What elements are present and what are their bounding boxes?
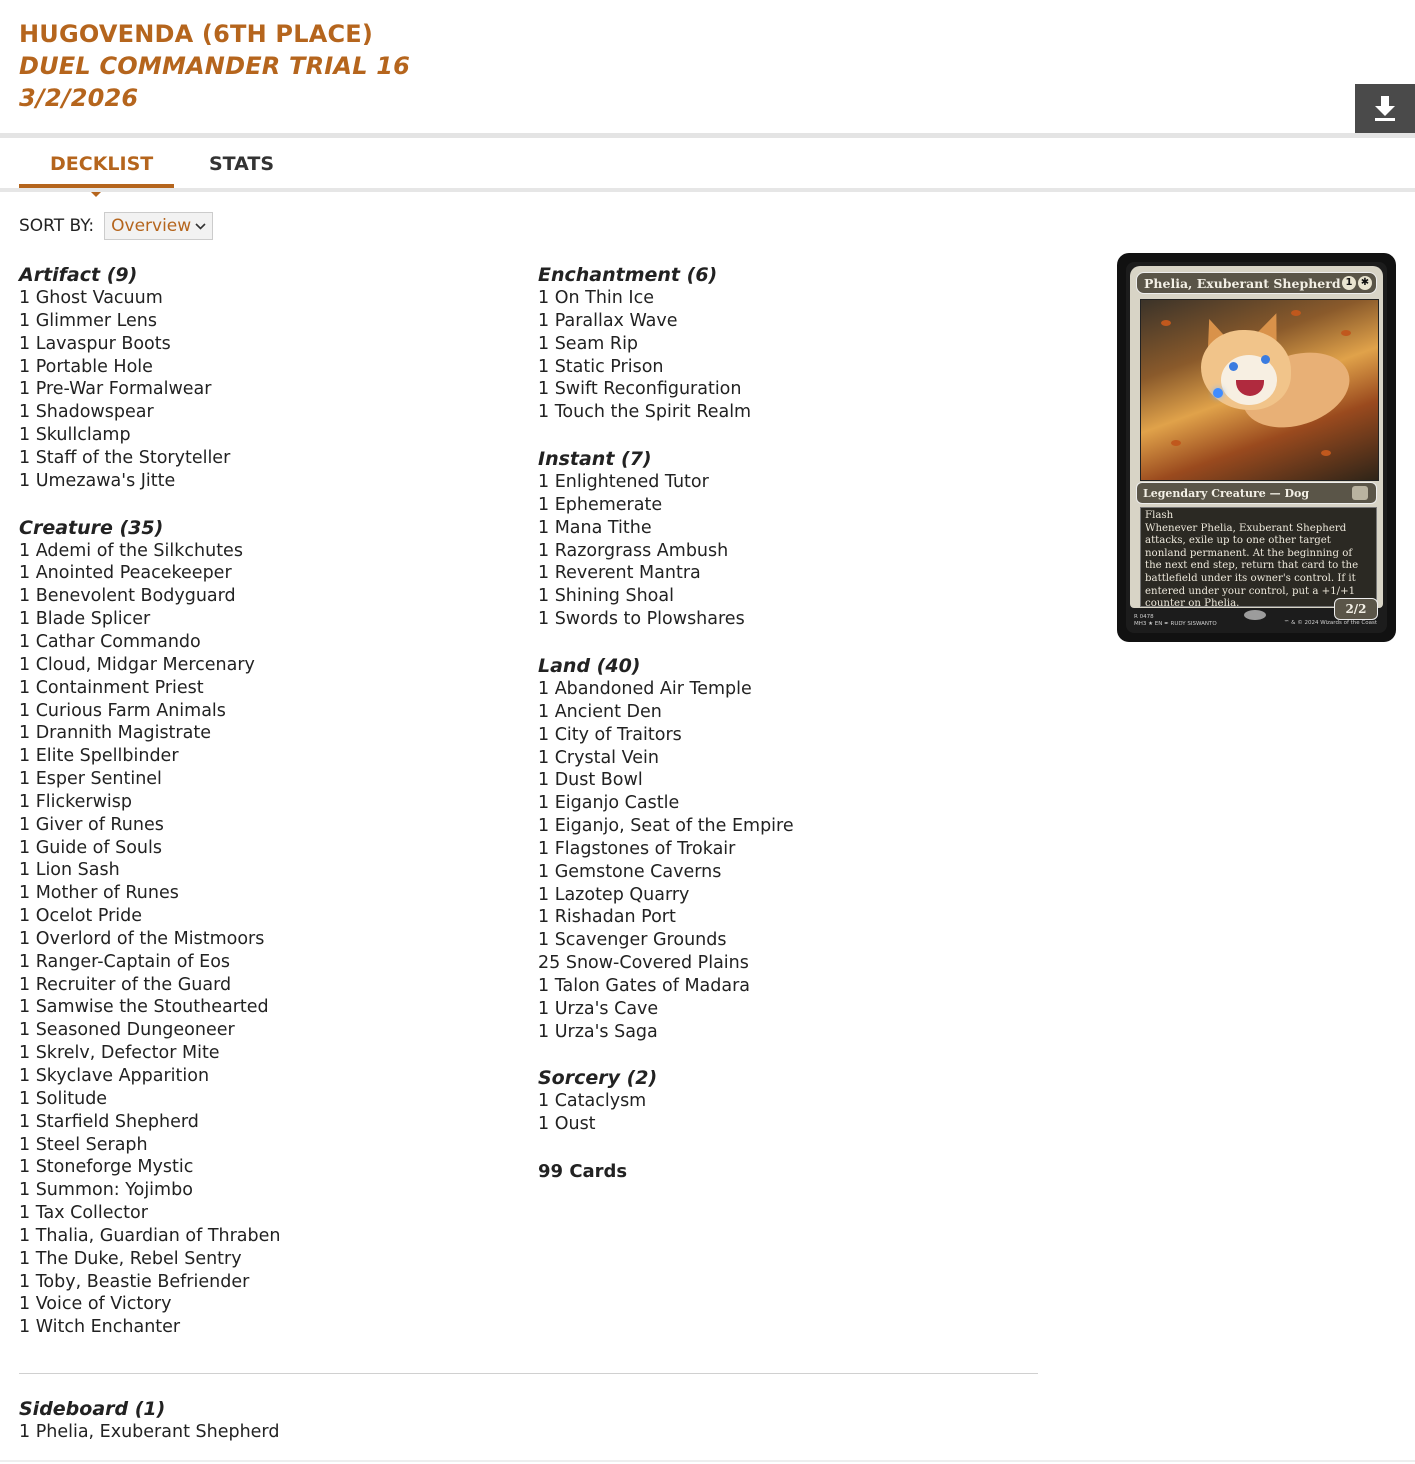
deck-section xyxy=(19,517,499,1340)
mana-generic-symbol: 1 xyxy=(1342,276,1356,290)
card-entry[interactable]: 1 Guide of Souls xyxy=(19,837,162,858)
card-entry[interactable]: 1 Lion Sash xyxy=(19,860,120,881)
card-frame xyxy=(1130,266,1383,608)
card-entry[interactable]: 1 Cloud, Midgar Mercenary xyxy=(19,654,255,675)
art-leaf xyxy=(1161,320,1171,326)
deck-section xyxy=(538,264,1018,424)
card-entry[interactable]: 1 Dust Bowl xyxy=(538,770,643,791)
card-entry[interactable]: 1 Ranger-Captain of Eos xyxy=(19,951,231,972)
art-leaf xyxy=(1341,330,1351,336)
download-button[interactable] xyxy=(1355,84,1415,133)
bottom-divider xyxy=(0,1460,1415,1462)
card-entry[interactable]: 1 Steel Seraph xyxy=(19,1134,148,1155)
card-entry[interactable]: 1 Shadowspear xyxy=(19,402,154,423)
deck-section xyxy=(538,1067,1018,1136)
section-title: Creature (35) xyxy=(19,516,164,539)
deck-section xyxy=(538,448,1018,631)
sort-row xyxy=(19,212,213,240)
card-entry[interactable]: 1 Ademi of the Silkchutes xyxy=(19,540,243,561)
card-entry[interactable]: 1 Curious Farm Animals xyxy=(19,700,226,721)
section-title: Instant (7) xyxy=(538,448,652,471)
card-entry[interactable]: 1 Staff of the Storyteller xyxy=(19,447,231,468)
card-entry[interactable]: 1 Flickerwisp xyxy=(19,791,132,812)
card-entry[interactable]: 1 Voice of Victory xyxy=(19,1294,172,1315)
download-icon xyxy=(1374,96,1396,122)
card-preview-image xyxy=(1117,253,1396,642)
card-entry[interactable]: 1 Rishadan Port xyxy=(538,907,676,928)
card-entry[interactable]: 1 City of Traitors xyxy=(538,724,682,745)
card-entry[interactable]: 1 Glimmer Lens xyxy=(19,310,158,331)
card-entry[interactable]: 1 Summon: Yojimbo xyxy=(19,1180,193,1201)
card-entry[interactable]: 1 Swift Reconfiguration xyxy=(538,379,742,400)
card-total: 99 Cards xyxy=(538,1161,628,1183)
section-title: Enchantment (6) xyxy=(538,264,718,286)
card-entry[interactable]: 1 Mother of Runes xyxy=(19,883,179,904)
section-title: Sorcery (2) xyxy=(538,1067,658,1090)
card-entry[interactable]: 1 Starfield Shepherd xyxy=(19,1111,199,1132)
section-title-sideboard: Sideboard (1) xyxy=(19,1398,166,1420)
card-entry[interactable]: 1 Scavenger Grounds xyxy=(538,930,727,951)
card-entry[interactable]: 1 Eiganjo Castle xyxy=(538,793,680,814)
card-entry[interactable]: 1 Samwise the Stouthearted xyxy=(19,997,269,1018)
card-entry[interactable]: 1 Cataclysm xyxy=(538,1091,647,1112)
chevron-down-icon xyxy=(195,223,206,230)
section-title: Artifact (9) xyxy=(19,264,138,286)
card-rules-text: Whenever Phelia, Exuberant Shepherd attacks, exile up to one other target nonland permanent. At the beginning of the next end step, return that card to the battlefield under its owner's control. If it entered under your control, put a +1/+1 counter on Phelia. xyxy=(1145,522,1359,610)
card-entry[interactable]: 1 Ephemerate xyxy=(538,494,663,515)
card-entry[interactable]: 1 Stoneforge Mystic xyxy=(19,1157,194,1178)
tab-decklist[interactable]: DECKLIST xyxy=(50,153,154,175)
art-dog-eye xyxy=(1229,362,1238,371)
card-entry[interactable]: 1 Overlord of the Mistmoors xyxy=(19,928,265,949)
card-entry[interactable]: 1 Swords to Plowshares xyxy=(538,609,745,630)
collector-number: R 0478 xyxy=(1134,614,1154,620)
card-entry[interactable]: 1 Recruiter of the Guard xyxy=(19,974,232,995)
card-entry[interactable]: 1 Witch Enchanter xyxy=(19,1317,181,1338)
card-entry[interactable]: 1 Thalia, Guardian of Thraben xyxy=(19,1225,281,1246)
card-entry[interactable]: 1 Urza's Cave xyxy=(538,998,659,1019)
event-date: 3/2/2026 xyxy=(19,84,139,112)
deck-section xyxy=(19,264,499,493)
card-name-bar xyxy=(1136,272,1377,294)
card-name: Phelia, Exuberant Shepherd xyxy=(1144,276,1341,291)
card-entry[interactable]: 1 On Thin Ice xyxy=(538,288,654,308)
art-leaf xyxy=(1291,310,1301,316)
card-entry[interactable]: 1 Lazotep Quarry xyxy=(538,884,690,905)
card-type-line: Legendary Creature — Dog xyxy=(1143,487,1310,500)
card-entry[interactable]: 1 Skullclamp xyxy=(19,425,131,446)
card-entry[interactable]: 1 Esper Sentinel xyxy=(19,769,162,790)
card-keyword: Flash xyxy=(1145,510,1174,521)
card-entry[interactable]: 1 Skyclave Apparition xyxy=(19,1066,210,1086)
player-name: HUGOVENDA (6TH PLACE) xyxy=(19,20,374,48)
section-title: Land (40) xyxy=(538,654,641,677)
card-art-dog xyxy=(1140,299,1379,481)
card-entry[interactable]: 1 Enlightened Tutor xyxy=(538,472,709,493)
card-entry[interactable]: 1 Giver of Runes xyxy=(19,814,164,835)
card-entry[interactable]: 1 Oust xyxy=(538,1114,596,1135)
card-entry[interactable]: 1 Crystal Vein xyxy=(538,747,659,768)
card-entry[interactable]: 25 Snow-Covered Plains xyxy=(538,953,749,974)
card-type-bar xyxy=(1136,482,1377,504)
card-entry[interactable]: 1 Reverent Mantra xyxy=(538,563,701,584)
card-entry[interactable]: 1 Abandoned Air Temple xyxy=(538,678,752,699)
card-entry[interactable]: 1 Anointed Peacekeeper xyxy=(19,563,232,584)
sort-label: SORT BY: xyxy=(19,216,95,236)
card-entry[interactable]: 1 Solitude xyxy=(19,1088,108,1109)
card-collector-info xyxy=(1134,614,1217,627)
card-entry[interactable]: 1 Pre-War Formalwear xyxy=(19,379,212,400)
set-and-artist: MH3 ★ EN ✒ RUDY SISWANTO xyxy=(1134,620,1217,627)
card-entry[interactable]: 1 Skrelv, Defector Mite xyxy=(19,1043,220,1064)
card-entry[interactable]: 1 Cathar Commando xyxy=(19,631,201,652)
card-entry[interactable]: 1 Benevolent Bodyguard xyxy=(19,586,236,607)
decklist-column-left xyxy=(19,264,499,1363)
card-power-toughness: 2/2 xyxy=(1334,598,1378,620)
card-entry[interactable]: 1 Parallax Wave xyxy=(538,310,678,331)
art-leaf xyxy=(1171,440,1181,446)
mana-cost xyxy=(1342,276,1372,290)
header-divider xyxy=(0,133,1415,138)
card-entry[interactable]: 1 Toby, Beastie Befriender xyxy=(19,1271,250,1292)
sideboard-divider xyxy=(19,1373,1038,1374)
card-entry[interactable]: 1 Tax Collector xyxy=(19,1203,148,1224)
card-entry[interactable]: 1 Portable Hole xyxy=(19,356,153,377)
card-entry[interactable]: 1 Elite Spellbinder xyxy=(19,746,179,767)
sideboard-card[interactable]: 1 Phelia, Exuberant Shepherd xyxy=(19,1422,280,1442)
card-copyright: ™ & © 2024 Wizards of the Coast xyxy=(1283,620,1377,626)
art-gem xyxy=(1213,388,1223,398)
card-entry[interactable]: 1 Gemstone Caverns xyxy=(538,861,722,882)
event-name: DUEL COMMANDER TRIAL 16 xyxy=(19,52,411,80)
card-inner xyxy=(1126,262,1387,633)
card-entry[interactable]: 1 Lavaspur Boots xyxy=(19,333,171,354)
card-entry[interactable]: 1 Umezawa's Jitte xyxy=(19,470,176,491)
card-entry[interactable]: 1 Urza's Saga xyxy=(538,1021,658,1042)
tab-stats[interactable]: STATS xyxy=(209,153,275,175)
card-entry[interactable]: 1 Ancient Den xyxy=(538,701,662,722)
set-symbol-icon xyxy=(1352,486,1368,500)
card-entry[interactable]: 1 The Duke, Rebel Sentry xyxy=(19,1248,242,1269)
card-entry[interactable]: 1 Razorgrass Ambush xyxy=(538,540,729,561)
card-entry[interactable]: 1 Touch the Spirit Realm xyxy=(538,402,752,423)
card-entry[interactable]: 1 Flagstones of Trokair xyxy=(538,838,736,859)
art-dog-eye xyxy=(1261,355,1270,364)
card-entry[interactable]: 1 Static Prison xyxy=(538,356,664,377)
art-leaf xyxy=(1321,450,1331,456)
mana-white-symbol: ✱ xyxy=(1358,276,1372,290)
card-entry[interactable]: 1 Drannith Magistrate xyxy=(19,723,211,744)
sideboard-section xyxy=(19,1398,279,1444)
card-entry[interactable]: 1 Seasoned Dungeoneer xyxy=(19,1020,235,1041)
deck-header xyxy=(19,18,410,114)
card-entry[interactable]: 1 Eiganjo, Seat of the Empire xyxy=(538,816,794,837)
card-entry[interactable]: 1 Ocelot Pride xyxy=(19,906,143,927)
holo-stamp-icon xyxy=(1244,610,1266,620)
card-entry[interactable]: 1 Blade Splicer xyxy=(19,609,151,630)
card-entry[interactable]: 1 Seam Rip xyxy=(538,333,639,354)
sort-selected-value: Overview xyxy=(111,216,192,236)
card-entry[interactable]: 1 Containment Priest xyxy=(19,677,204,698)
card-entry[interactable]: 1 Ghost Vacuum xyxy=(19,288,163,308)
deck-section xyxy=(538,655,1018,1044)
tabs-divider xyxy=(0,188,1415,192)
decklist-column-right xyxy=(538,264,1018,1184)
card-entry[interactable]: 1 Shining Shoal xyxy=(538,586,674,607)
card-entry[interactable]: 1 Talon Gates of Madara xyxy=(538,975,751,996)
card-entry[interactable]: 1 Mana Tithe xyxy=(538,517,652,538)
sort-select[interactable] xyxy=(104,212,213,240)
